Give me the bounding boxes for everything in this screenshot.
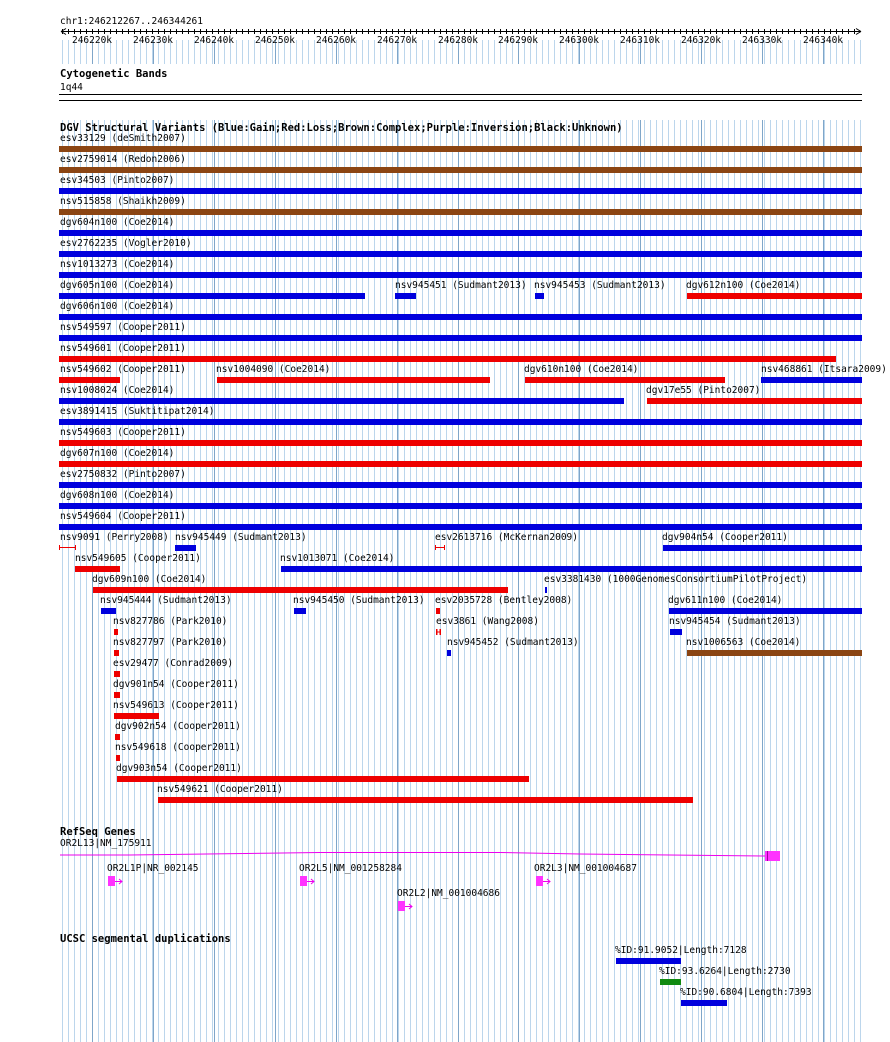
gene-label[interactable]: OR2L5|NM_001258284 [299, 863, 402, 874]
variant-label[interactable]: nsv945449 (Sudmant2013) [175, 532, 307, 543]
variant-label[interactable]: nsv1006563 (Coe2014) [686, 637, 801, 648]
variant-label[interactable]: dgv902n54 (Cooper2011) [115, 721, 241, 732]
variant-label[interactable]: nsv1013273 (Coe2014) [60, 259, 175, 270]
ruler-tick-label: 246260k [315, 35, 357, 46]
variant-bar [59, 461, 862, 467]
variant-bar [59, 314, 862, 320]
ruler-tick-label: 246330k [741, 35, 783, 46]
variant-label[interactable]: nsv549597 (Cooper2011) [60, 322, 186, 333]
variant-bar [59, 440, 862, 446]
variant-bar [687, 293, 862, 299]
variant-label[interactable]: nsv549604 (Cooper2011) [60, 511, 186, 522]
variant-bar [59, 146, 862, 152]
ruler-tick-label: 246240k [193, 35, 235, 46]
variant-bar [436, 608, 440, 614]
variant-label[interactable]: nsv945444 (Sudmant2013) [100, 595, 232, 606]
gene-exon [108, 876, 115, 886]
variant-bar [761, 377, 862, 383]
segdup-bar [681, 1000, 727, 1006]
variant-label[interactable]: nsv945450 (Sudmant2013) [293, 595, 425, 606]
variant-label[interactable]: nsv945454 (Sudmant2013) [669, 616, 801, 627]
ruler-tick-label: 246290k [497, 35, 539, 46]
variant-label[interactable]: dgv606n100 (Coe2014) [60, 301, 175, 312]
variant-label[interactable]: dgv609n100 (Coe2014) [92, 574, 207, 585]
variant-label[interactable]: nsv549618 (Cooper2011) [115, 742, 241, 753]
gene-intron-line [60, 853, 765, 857]
variant-bar [158, 797, 693, 803]
segdup-label[interactable]: %ID:93.6264|Length:2730 [659, 966, 791, 977]
variant-bar [59, 293, 365, 299]
variant-label[interactable]: nsv1008024 (Coe2014) [60, 385, 175, 396]
variant-label[interactable]: esv29477 (Conrad2009) [113, 658, 234, 669]
variant-bar [114, 713, 159, 719]
cytoband-label: 1q44 [60, 82, 83, 93]
variant-bar [647, 398, 862, 404]
variant-label[interactable]: nsv827797 (Park2010) [113, 637, 228, 648]
dgv-track-title[interactable]: DGV Structural Variants (Blue:Gain;Red:Loss;Brown:Complex;Purple:Inversion;Black:Unknown) [60, 122, 623, 134]
variant-label[interactable]: dgv904n54 (Cooper2011) [662, 532, 788, 543]
variant-bar [59, 272, 862, 278]
gene-strand-arrow [405, 904, 412, 909]
variant-bar [59, 167, 862, 173]
variant-bar [535, 293, 544, 299]
variant-label[interactable]: nsv945451 (Sudmant2013) [395, 280, 527, 291]
variant-bar [59, 482, 862, 488]
variant-label[interactable]: esv2750832 (Pinto2007) [60, 469, 186, 480]
gene-exon [536, 876, 543, 886]
gene-exon [398, 901, 405, 911]
variant-bar [525, 377, 725, 383]
variant-label[interactable]: nsv945453 (Sudmant2013) [534, 280, 666, 291]
variant-bar [545, 587, 547, 593]
variant-label[interactable]: esv34503 (Pinto2007) [60, 175, 175, 186]
variant-bar [670, 629, 682, 635]
segdup-label[interactable]: %ID:90.6804|Length:7393 [680, 987, 812, 998]
segdup-bar [660, 979, 681, 985]
variant-label[interactable]: nsv468861 (Itsara2009) [761, 364, 887, 375]
variant-label[interactable]: nsv549601 (Cooper2011) [60, 343, 186, 354]
segdup-label[interactable]: %ID:91.9052|Length:7128 [615, 945, 747, 956]
variant-label[interactable]: esv3381430 (1000GenomesConsortiumPilotProject) [544, 574, 808, 585]
ruler-tick-label: 246300k [558, 35, 600, 46]
variant-bar [447, 650, 451, 656]
variant-label[interactable]: esv2762235 (Vogler2010) [60, 238, 192, 249]
variant-label[interactable]: nsv1004090 (Coe2014) [216, 364, 331, 375]
segdup-bar [616, 958, 681, 964]
variant-bar [281, 566, 862, 572]
variant-bar [59, 419, 862, 425]
variant-bar [114, 629, 118, 635]
variant-label[interactable]: dgv611n100 (Coe2014) [668, 595, 783, 606]
variant-bar [687, 650, 862, 656]
variant-label[interactable]: nsv515858 (Shaikh2009) [60, 196, 186, 207]
variant-bar [59, 251, 862, 257]
variant-label[interactable]: nsv549602 (Cooper2011) [60, 364, 186, 375]
variant-label[interactable]: nsv827786 (Park2010) [113, 616, 228, 627]
ruler-tick-label: 246230k [132, 35, 174, 46]
ruler-tick-label: 246340k [802, 35, 844, 46]
variant-bar [59, 503, 862, 509]
variant-bar [115, 734, 120, 740]
variant-label[interactable]: dgv608n100 (Coe2014) [60, 490, 175, 501]
variant-bar [59, 524, 862, 530]
ruler-tick-label: 246220k [71, 35, 113, 46]
segdup-track-title[interactable]: UCSC segmental duplications [60, 933, 231, 945]
variant-label[interactable]: esv2759014 (Redon2006) [60, 154, 186, 165]
variant-bar [294, 608, 306, 614]
variant-label[interactable]: esv3891415 (Suktitipat2014) [60, 406, 215, 417]
gene-strand-arrow [543, 879, 550, 884]
variant-label[interactable]: nsv549603 (Cooper2011) [60, 427, 186, 438]
variant-label[interactable]: nsv1013071 (Coe2014) [280, 553, 395, 564]
ruler-tick-label: 246280k [437, 35, 479, 46]
variant-bar [114, 650, 119, 656]
variant-label[interactable]: esv33129 (deSmith2007) [60, 133, 186, 144]
variant-label[interactable]: esv3861 (Wang2008) [436, 616, 539, 627]
variant-bar [93, 587, 508, 593]
variant-bar [175, 545, 196, 551]
variant-bar [217, 377, 490, 383]
variant-label[interactable]: dgv901n54 (Cooper2011) [113, 679, 239, 690]
variant-label[interactable]: nsv549613 (Cooper2011) [113, 700, 239, 711]
variant-bar [663, 545, 862, 551]
variant-label[interactable]: dgv17e55 (Pinto2007) [646, 385, 761, 396]
refseq-track-title[interactable]: RefSeq Genes [60, 826, 136, 838]
cytoband-track-title[interactable]: Cytogenetic Bands [60, 68, 168, 80]
variant-bar [59, 398, 624, 404]
gene-label[interactable]: OR2L3|NM_001004687 [534, 863, 637, 874]
gene-label[interactable]: OR2L1P|NR_002145 [107, 863, 199, 874]
variant-label[interactable]: nsv945452 (Sudmant2013) [447, 637, 579, 648]
gene-label[interactable]: OR2L13|NM_175911 [60, 838, 152, 849]
gene-strand-arrow [307, 879, 314, 884]
variant-label[interactable]: dgv610n100 (Coe2014) [524, 364, 639, 375]
variant-bar [114, 692, 120, 698]
variant-bar [395, 293, 416, 299]
variant-label[interactable]: nsv549605 (Cooper2011) [75, 553, 201, 564]
variant-bar [59, 356, 836, 362]
variant-bar [59, 230, 862, 236]
variant-bar [114, 671, 120, 677]
variant-bar [59, 335, 862, 341]
ruler-tick-label: 246310k [619, 35, 661, 46]
variant-bar [669, 608, 862, 614]
ruler-tick-label: 246250k [254, 35, 296, 46]
gene-strand-arrow [115, 879, 122, 884]
variant-label[interactable]: dgv612n100 (Coe2014) [686, 280, 801, 291]
gene-exon [300, 876, 307, 886]
variant-label[interactable]: dgv903n54 (Cooper2011) [116, 763, 242, 774]
locus-label: chr1:246212267..246344261 [60, 16, 203, 27]
variant-label[interactable]: dgv604n100 (Coe2014) [60, 217, 175, 228]
variant-label[interactable]: nsv9091 (Perry2008) [60, 532, 169, 543]
variant-bar [101, 608, 116, 614]
ruler-tick-label: 246320k [680, 35, 722, 46]
variant-label[interactable]: esv2035728 (Bentley2008) [435, 595, 573, 606]
variant-bar [116, 755, 120, 761]
gene-exon-edge [767, 851, 768, 861]
ruler-tick-label: 246270k [376, 35, 418, 46]
variant-bar [59, 377, 120, 383]
variant-label[interactable]: dgv605n100 (Coe2014) [60, 280, 175, 291]
variant-label[interactable]: dgv607n100 (Coe2014) [60, 448, 175, 459]
variant-bar [59, 209, 862, 215]
variant-bar [75, 566, 120, 572]
variant-label[interactable]: nsv549621 (Cooper2011) [157, 784, 283, 795]
variant-label[interactable]: esv2613716 (McKernan2009) [435, 532, 578, 543]
gene-label[interactable]: OR2L2|NM_001004686 [397, 888, 500, 899]
variant-bar [59, 188, 862, 194]
variant-bar [117, 776, 529, 782]
